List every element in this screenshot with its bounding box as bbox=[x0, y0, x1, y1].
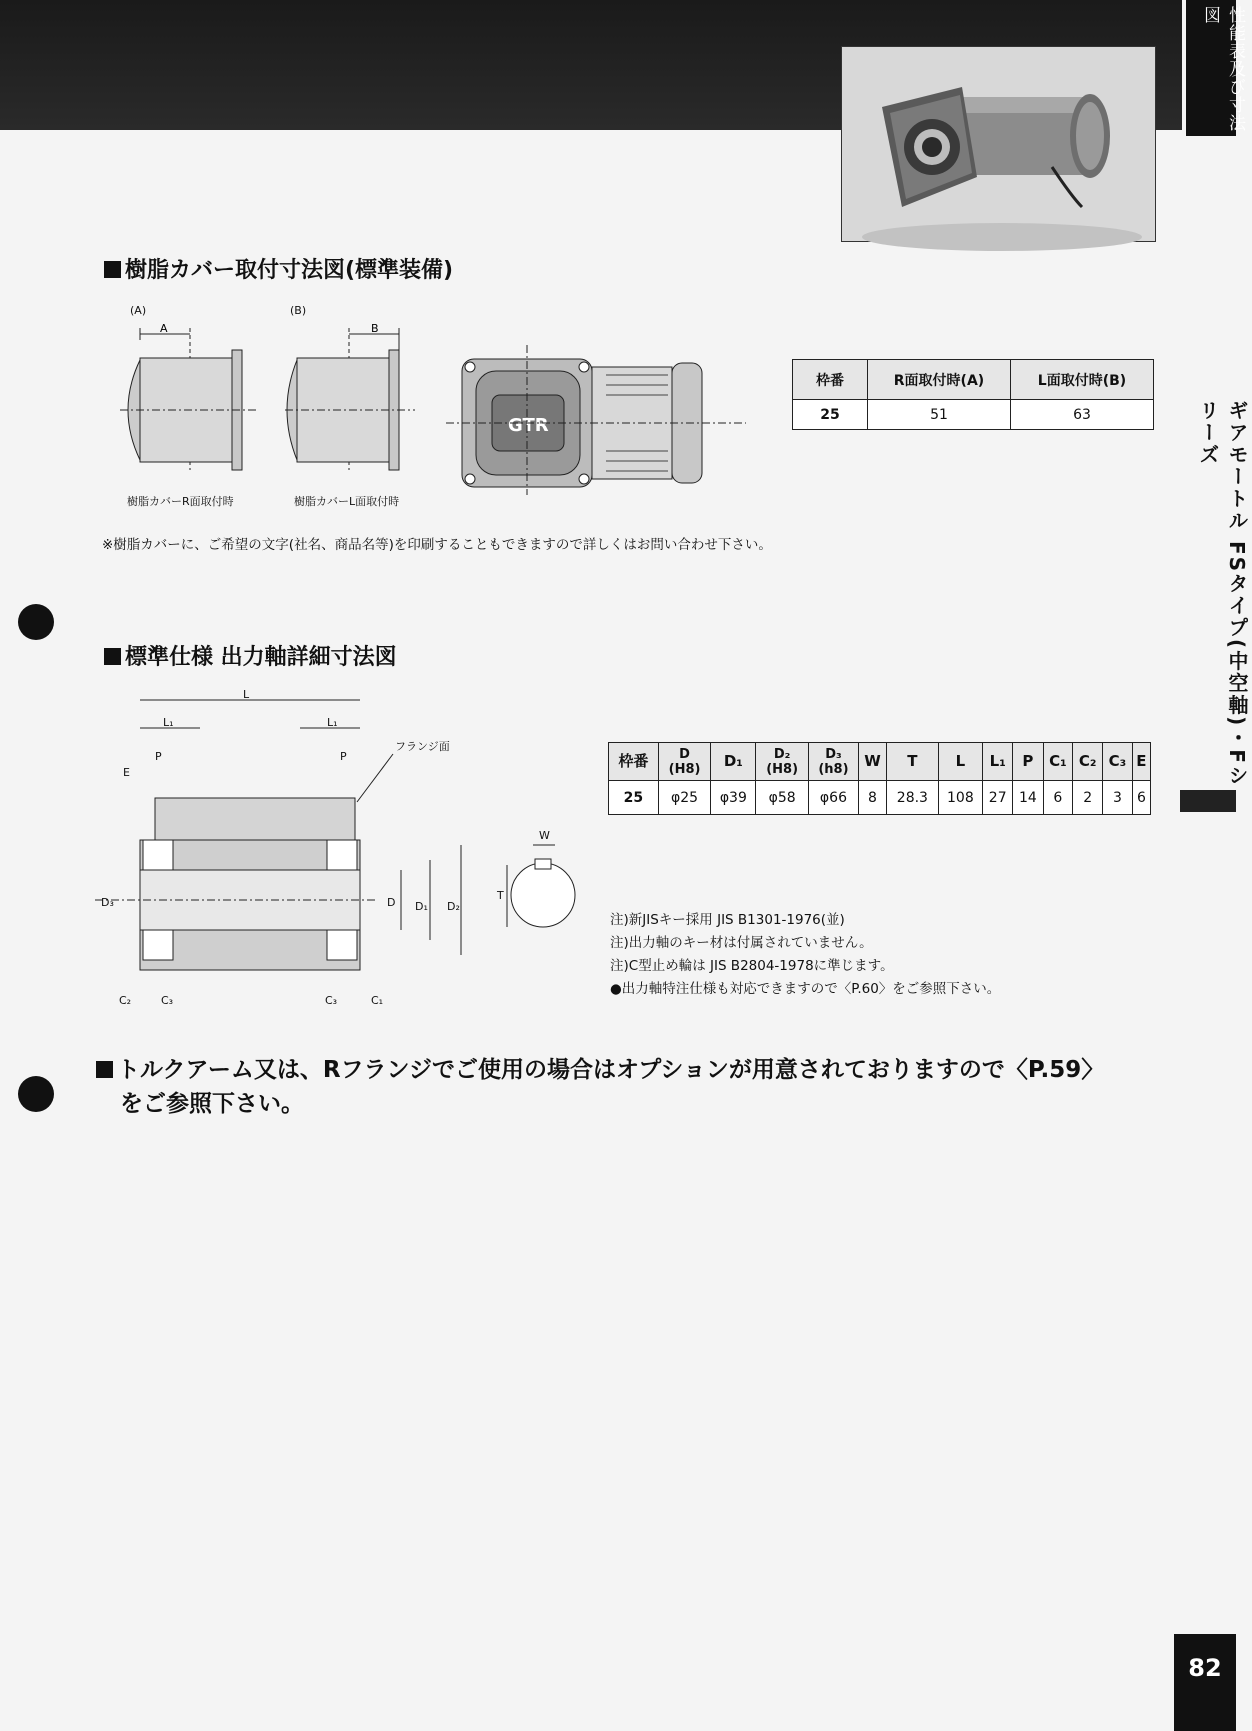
dim-d1: D₁ bbox=[415, 900, 428, 913]
cell-frame: 25 bbox=[793, 400, 868, 430]
note-item: 注)C型止め輪は JIS B2804-1978に準じます。 bbox=[610, 958, 894, 974]
dim-a-label: A bbox=[160, 322, 168, 335]
cover-dimension-table bbox=[792, 359, 1154, 430]
shaft-cell: 2 bbox=[1073, 781, 1103, 815]
shaft-header-cell: 枠番 bbox=[609, 743, 659, 781]
shaft-cell: φ39 bbox=[711, 781, 756, 815]
note-item: 注)新JISキー採用 JIS B1301-1976(並) bbox=[610, 912, 845, 928]
shaft-drawing bbox=[95, 690, 495, 1020]
section-title-shaft bbox=[104, 640, 397, 671]
dim-l1-left: L₁ bbox=[163, 716, 174, 729]
dim-p-left: P bbox=[155, 750, 162, 763]
shaft-header-cell: T bbox=[887, 743, 939, 781]
section-title-text: 標準仕様 出力軸詳細寸法図 bbox=[125, 645, 397, 670]
header-frame: 枠番 bbox=[793, 360, 868, 400]
header-r: R面取付時(A) bbox=[868, 360, 1011, 400]
option-line-1: トルクアーム又は、Rフランジでご使用の場合はオプションが用意されておりますので〈P.59〉 bbox=[117, 1057, 1105, 1083]
shaft-header-cell: W bbox=[858, 743, 886, 781]
dim-d2: D₂ bbox=[447, 900, 460, 913]
shaft-cell: 8 bbox=[858, 781, 886, 815]
caption-r: 樹脂カバーR面取付時 bbox=[127, 495, 234, 508]
fig-a-label: (A) bbox=[130, 304, 147, 317]
note-item: ●出力軸特注仕様も対応できますので〈P.60〉をご参照下さい。 bbox=[610, 981, 1001, 997]
fig-b-label: (B) bbox=[290, 304, 307, 317]
shaft-header-cell: D (H8) bbox=[658, 743, 711, 781]
shaft-cell: 6 bbox=[1043, 781, 1073, 815]
side-bar-marker bbox=[1180, 790, 1236, 812]
shaft-header-cell: E bbox=[1132, 743, 1150, 781]
dim-c3-left: C₃ bbox=[161, 994, 174, 1007]
shaft-cell: φ25 bbox=[658, 781, 711, 815]
dim-l: L bbox=[243, 688, 250, 701]
binder-hole bbox=[18, 1076, 54, 1112]
page-number: 82 bbox=[1174, 1634, 1236, 1731]
shaft-cell: 25 bbox=[609, 781, 659, 815]
series-label: ギアモートル FSタイプ(中空軸)・Fシリーズ bbox=[1196, 400, 1249, 787]
dim-c3-right: C₃ bbox=[325, 994, 338, 1007]
shaft-cell: 6 bbox=[1132, 781, 1150, 815]
shaft-header-cell: D₁ bbox=[711, 743, 756, 781]
option-notice bbox=[96, 1053, 1104, 1121]
dim-d: D bbox=[387, 896, 396, 909]
side-tab bbox=[1186, 0, 1245, 136]
shaft-cell: 27 bbox=[983, 781, 1013, 815]
section-title-text: 樹脂カバー取付寸法図(標準装備) bbox=[125, 258, 454, 283]
flange-label: フランジ面 bbox=[395, 740, 450, 753]
cell-b: 63 bbox=[1011, 400, 1154, 430]
dim-t: T bbox=[497, 889, 504, 902]
dim-w: W bbox=[539, 829, 550, 842]
note-item: 注)出力軸のキー材は付属されていません。 bbox=[610, 935, 873, 951]
keyway-drawing bbox=[495, 825, 585, 945]
cover-l-drawing bbox=[285, 320, 425, 490]
side-tab-label: 性能表及び寸法図 bbox=[1200, 6, 1245, 132]
shaft-cell: 3 bbox=[1103, 781, 1133, 815]
gtr-logo: GTR bbox=[508, 415, 549, 436]
dim-d3: D₃ bbox=[101, 896, 114, 909]
dim-p-right: P bbox=[340, 750, 347, 763]
header-l: L面取付時(B) bbox=[1011, 360, 1154, 400]
shaft-cell: φ66 bbox=[808, 781, 858, 815]
shaft-header-cell: D₂ (H8) bbox=[756, 743, 809, 781]
square-bullet-icon bbox=[104, 648, 121, 665]
shaft-header-cell: P bbox=[1013, 743, 1043, 781]
shaft-notes bbox=[610, 909, 1000, 1001]
square-bullet-icon bbox=[96, 1061, 113, 1078]
cover-r-drawing bbox=[120, 320, 260, 490]
shaft-header-cell: L₁ bbox=[983, 743, 1013, 781]
shaft-cell: φ58 bbox=[756, 781, 809, 815]
caption-l: 樹脂カバーL面取付時 bbox=[294, 495, 400, 508]
shaft-cell: 28.3 bbox=[887, 781, 939, 815]
dim-c2: C₂ bbox=[119, 994, 132, 1007]
binder-hole bbox=[18, 604, 54, 640]
shaft-header-cell: C₂ bbox=[1073, 743, 1103, 781]
cell-a: 51 bbox=[868, 400, 1011, 430]
option-line-2: をご参照下さい。 bbox=[120, 1091, 304, 1117]
shaft-dimension-table bbox=[608, 742, 1151, 815]
section-title-cover bbox=[104, 253, 453, 284]
product-photo bbox=[841, 46, 1156, 242]
square-bullet-icon bbox=[104, 261, 121, 278]
motor-drawing bbox=[446, 345, 746, 495]
series-tab bbox=[1180, 400, 1249, 790]
shaft-header-cell: D₃ (h8) bbox=[808, 743, 858, 781]
shaft-cell: 14 bbox=[1013, 781, 1043, 815]
dim-c1: C₁ bbox=[371, 994, 384, 1007]
dim-l1-right: L₁ bbox=[327, 716, 338, 729]
cover-note: ※樹脂カバーに、ご希望の文字(社名、商品名等)を印刷することもできますので詳しくはお問い合わせ下さい。 bbox=[102, 537, 772, 553]
dim-b-label: B bbox=[371, 322, 379, 335]
shaft-header-cell: C₃ bbox=[1103, 743, 1133, 781]
shaft-cell: 108 bbox=[938, 781, 982, 815]
shaft-header-cell: C₁ bbox=[1043, 743, 1073, 781]
shaft-header-cell: L bbox=[938, 743, 982, 781]
dim-e: E bbox=[123, 766, 130, 779]
